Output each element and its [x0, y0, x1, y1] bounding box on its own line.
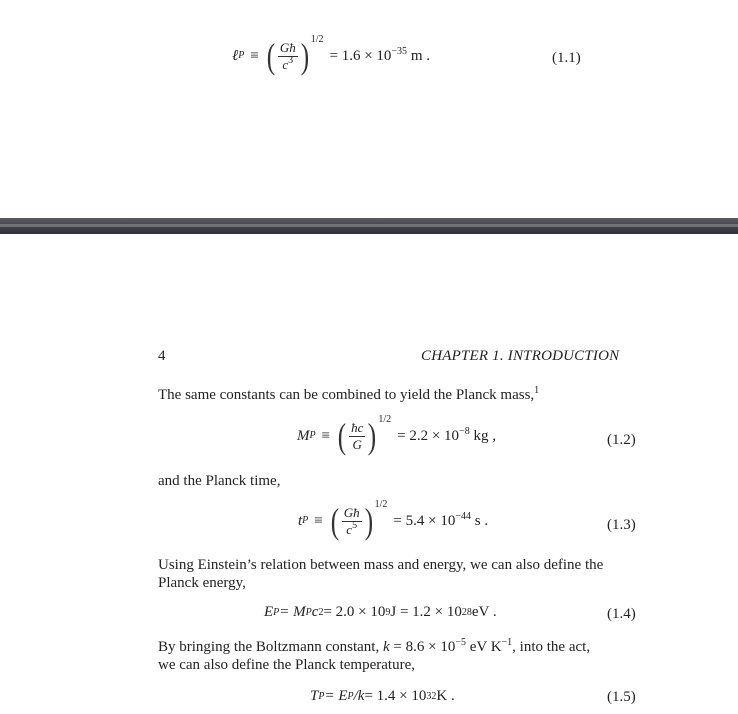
eq3-equiv: ≡	[314, 512, 323, 529]
eq1-denominator: $c^3$	[282, 54, 294, 72]
eq2-rhs: = $2.2 \times 10^{-8}$ kg ,	[397, 425, 496, 444]
footnote-marker: 1	[534, 385, 540, 396]
eq1-numerator: Għ	[279, 39, 296, 55]
eq3-lhs: t	[298, 512, 303, 529]
eq1-rhs: = $1.6 \times 10^{-35}$ m .	[329, 45, 430, 64]
eq2-exponent: 1/2	[378, 414, 392, 425]
eq1-number: (1.1)	[552, 50, 581, 66]
eq2-right-paren: )	[368, 416, 377, 456]
page-divider	[0, 218, 738, 234]
eq4-number: (1.4)	[607, 606, 636, 622]
eq1-equiv: ≡	[250, 47, 259, 64]
eq3-rhs: = $5.4 \times 10^{-44}$ s .	[393, 510, 489, 529]
paragraph-planck-time-intro: and the Planck time,	[158, 473, 281, 489]
eq2-left-paren: (	[337, 416, 347, 456]
equation-planck-mass: M P ≡ ( $\frac{ħc}{G}$ ) 1/2 = $2.2 \times 10^{-8}$ kg ,	[297, 414, 496, 456]
eq1-left-paren: (	[266, 36, 276, 76]
eq3-number: (1.3)	[607, 517, 636, 533]
eq1-right-paren: )	[300, 36, 309, 76]
paragraph-planck-mass-intro: The same constants can be combined to yield the Planck mass,$^1$	[158, 385, 540, 403]
eq5-number: (1.5)	[607, 689, 636, 705]
eq3-right-paren: )	[364, 501, 373, 541]
eq2-number: (1.2)	[607, 432, 636, 448]
eq2-equiv: ≡	[321, 427, 331, 444]
paragraph-planck-temperature-intro: By bringing the Boltzmann constant, $k = 8.6 \times 10^{-5}$ eV $K^{-1}$, into the act, we can also define the Planck temperature,	[158, 637, 591, 673]
eq3-numerator: Għ	[343, 504, 360, 520]
eq2-numerator: ħc	[351, 419, 364, 435]
equation-planck-energy: E P = M P c 2 = 2.0 × 10 9 J = 1.2 × 10 28 eV .	[264, 604, 497, 620]
chapter-header: CHAPTER 1. INTRODUCTION	[421, 348, 620, 364]
eq3-denominator: $c^5$	[346, 519, 358, 537]
eq3-fraction	[342, 506, 362, 537]
equation-planck-time: t P ≡ ( $\frac{Għ}{c^5}$ ) 1/2 = $5.4 \times 10^{-44}$ s .	[298, 499, 489, 541]
eq1-lhs: ℓ	[232, 47, 239, 64]
eq2-denominator: G	[352, 436, 362, 452]
page-previous	[0, 0, 738, 218]
eq5-lhs: T	[310, 688, 319, 704]
paragraph-planck-energy-intro: Using Einstein’s relation between mass and energy, we can also define the Planck energy,	[158, 557, 604, 591]
eq3-exponent: 1/2	[374, 499, 388, 510]
eq1-exponent: 1/2	[310, 34, 324, 45]
eq3-left-paren: (	[330, 501, 339, 541]
page-number: 4	[158, 348, 166, 364]
equation-planck-temperature: T P = E P /k = 1.4 × 10 32 K .	[310, 688, 455, 704]
equation-planck-length: ℓ P ≡ ( $\frac{Għ}{c^3}$ ) 1/2 = $1.6 \times 10^{-35}$ m .	[232, 34, 430, 76]
eq1-fraction	[278, 41, 298, 72]
eq2-lhs: M	[297, 427, 310, 444]
eq4-lhs: E	[264, 604, 274, 620]
eq2-fraction	[349, 421, 365, 452]
